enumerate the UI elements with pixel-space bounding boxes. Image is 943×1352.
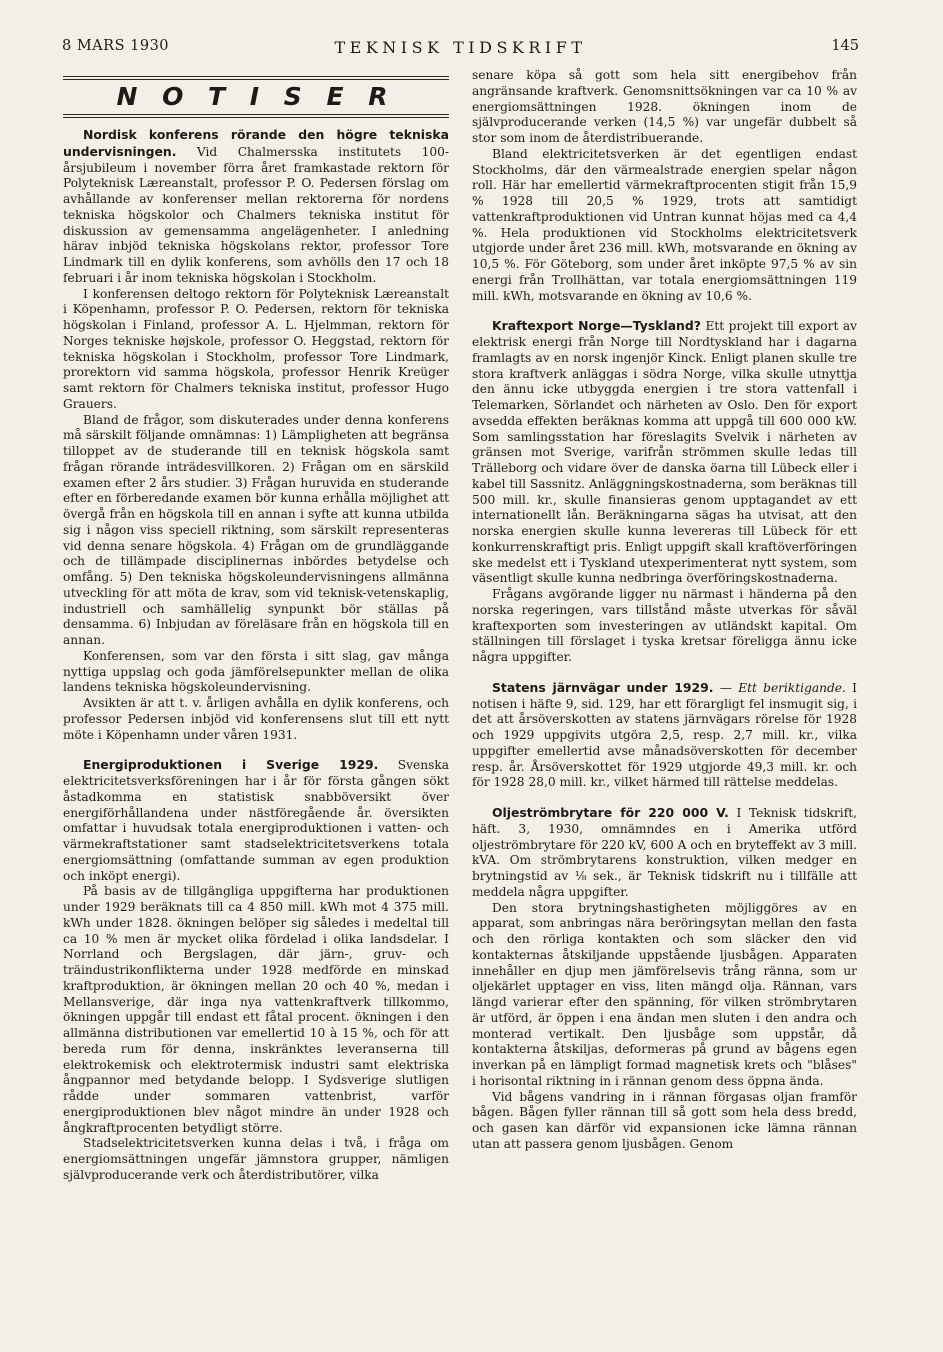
journal-title: TEKNISK TIDSKRIFT — [334, 38, 587, 57]
article-kraftexport-p1: Kraftexport Norge—Tyskland? Ett projekt till export av elektrisk energi från Norge till Nordtyskland har i dagarna framlagts av en norsk ingenjör Kinck. Enligt planen skulle tre stora kraftverk anläggas i södra Norge, vilka skulle utnyttja den ännu icke utbyggda energien i tre stora vattenfall i Telemarken, Sörlandet och närheten av Oslo. Den för export avsedda effekten beräknas komma att uppgå till 600 000 kW. Som samlingsstation har föreslagits Svelvik i närheten av gränsen mot Sverige, varifrån strömmen skulle ledas till Trälleborg och vidare över de danska öarna till Lübeck eller i kabel till Sassnitz. Anläggningskostnaderna, som beräknas till 500 mill. kr., skulle finansieras genom upptagandet av ett internationellt lån. Beräkningarna sägas ha utvisat, att den norska energien skulle kunna levereras till Lübeck för ett konkurrenskraftigt pris. Enligt uppgift skall kraftöverföringen ske medelst ett i Tyskland utexperimenterat nytt system, som väsentligt skulle kunna nedbringa överföringskostnaderna. — [472, 318, 857, 586]
article-heading: Statens järnvägar under 1929. — [492, 679, 714, 695]
article-heading: Nordisk konferens rörande den högre tekniska undervisningen. — [63, 127, 449, 159]
article-heading: Kraftexport Norge—Tyskland? — [492, 318, 701, 334]
rule-top-1 — [63, 76, 449, 77]
article-nordisk-p5: Avsikten är att t. v. årligen avhålla en dylik konferens, och professor Pedersen inbjöd vid konferensens slut till ett nytt möte i Köpenhamn under våren 1931. — [63, 696, 449, 742]
section-title: N O T I S E R — [116, 82, 396, 111]
article-nordisk-p4: Konferensen, som var den första i sitt slag, gav många nyttiga uppslag och goda jämförelsepunkter mellan de olika landens tekniska högskoleundervisning. — [63, 648, 449, 695]
running-header — [62, 38, 859, 60]
article-nordisk-p2: I konferensen deltogo rektorn för Polyteknisk Læreanstalt i Köpenhamn, professor P. O. Pedersen, rektorn för tekniska högskolan i Finland, professor A. L. Hjelmman, rektorn för Norges tekniske højskole, professor O. Heggstad, rektorn för tekniska högskolan i Stockholm, professor Tore Lindmark, prorektorn vid samma högskola, professor Henrik Kreüger samt rektorn för Chalmers tekniska institut, professor Hugo Grauers. — [63, 286, 449, 411]
article-nordisk-p1: Nordisk konferens rörande den högre tekniska undervisningen. Vid Chalmersska institutets 100-årsjubileum i november förra året framkastade rektorn för Polyteknisk Læreanstalt, professor P. O. Pedersen förslag om avhållande av konferenser mellan rektorerna för nordens tekniska högskolor och Chalmers tekniska institut för diskussion av gemensamma angelägenheter. I anledning härav inbjöd tekniska högskolans rektor, professor Tore Lindmark till en dylik konferens, som avhölls den 17 och 18 februari i år inom tekniska högskolan i Stockholm. — [63, 127, 449, 285]
article-statens-p1: Statens järnvägar under 1929. — Ett beriktigande. I notisen i häfte 9, sid. 129, har ett förargligt fel insmugit sig, i det att årsöverskotten av statens järnvägars rörelse för 1928 och 1929 uppgivits utgöra 2,5, resp. 2,7 mill. kr., vilka uppgifter emellertid avse månadsöverskotten för december resp. år. Årsöverskottet för 1929 utgjorde 49,3 mill. kr. och för 1928 28,0 mill. kr., vilket härmed till rättelse meddelas. — [472, 679, 857, 790]
article-oljestrom-p2: Den stora brytningshastigheten möjliggöres av en apparat, som anbringas nära beröringsytan mellan den fasta och den rörliga kontakten och som släcker den vid kontakternas åtskiljande uppstående ljusbågen. Apparaten innehåller en djup men jämförelsevis trång ränna, som ur oljekärlet upptager en viss, liten mängd olja. Rännan, vars längd varierar efter den spänning, för vilken strömbrytaren är utförd, är öppen i ena ändan men sluten i den andra och monterad vertikalt. Den ljusbåge som uppstår, då kontakterna åtskiljas, deformeras på grund av bågens egen inverkan på en lämpligt formad magnetisk krets och "blåses" i horisontal riktning in i rännan genom dess öppna ända. — [472, 900, 857, 1088]
article-subtitle: Ett beriktigande. — [738, 680, 846, 695]
section-title-block — [63, 74, 449, 120]
article-energi-p2: På basis av de tillgängliga uppgifterna har produktionen under 1929 beräknats till ca 4 850 mill. kWh mot 4 375 mill. kWh under 1828. ökningen belöper sig således i medeltal till ca 10 % men är mycket olika fördelad i olika landsdelar. I Norrland och Bergslagen, där järn-, gruv- och träindustrikonflikterna under 1928 medförde en minskad kraftproduktion, är ökningen mellan 20 och 40 %, medan i Mellansverige, där inga nya vattenkraftverk tillkommo, ökningen uppgår till endast ett fåtal procent. ökningen i den allmänna distributionen var emellertid 10 à 15 %, och för att bereda rum för denna, inskränktes leveranserna till elektrokemisk och elektrotermisk industri samt elektriska ångpannor med betydande belopp. I Sydsverige slutligen rådde under sommaren vattenbrist, varför energiproduktionen blev något mindre än under 1928 och ångkraftprocenten betydligt större. — [63, 884, 449, 1135]
right-column — [472, 68, 857, 1153]
article-oljestrom-p3: Vid bågens vandring in i rännan förgasas oljan framför bågen. Bågen fyller rännan till så gott som hela dess bredd, och gasen kan därför vid expansionen icke lämna rännan utan att passera genom ljusbågen. Genom — [472, 1089, 857, 1151]
page-number: 145 — [831, 38, 859, 54]
rule-bottom-2 — [63, 117, 449, 118]
issue-date: 8 MARS 1930 — [62, 38, 170, 54]
article-heading: Energiproduktionen i Sverige 1929. — [83, 757, 379, 773]
article-energi-p1: Energiproduktionen i Sverige 1929. Svenska elektricitetsverksföreningen har i år för första gången sökt åstadkomma en statistisk snabböversikt över energiförhållandena under nästföregående år. översikten omfattar i huvudsak totala energiproduktionen i vatten- och värmekraftstationer samt stadselektricitetsverkens totala energiomsättning (omfattande summan av egen produktion och inköpt energi). — [63, 757, 449, 883]
rule-top-2 — [63, 79, 449, 80]
article-energi-p3-cont: senare köpa så gott som hela sitt energibehov från angränsande kraftverk. Genomsnittsökningen var ca 10 % av energiomsättningen 1928. ökningen inom de självproducerande verken (14,5 %) var ungefär dubbelt så stor som inom de återdistribuerande. — [472, 68, 857, 145]
article-oljestrom-p1: Oljeströmbrytare för 220 000 V. I Teknisk tidskrift, häft. 3, 1930, omnämndes en i Amerika utförd oljeströmbrytare för 220 kV, 600 A och en bryteffekt av 3 mill. kVA. Om strömbrytarens konstruktion, vilken medger en brytningstid av ⅛ sek., är Teknisk tidskrift nu i tillfälle att meddela några uppgifter. — [472, 805, 857, 899]
rule-bottom-1 — [63, 114, 449, 115]
article-kraftexport-p2: Frågans avgörande ligger nu närmast i händerna på den norska regeringen, vars tillstånd måste utverkas för såväl kraftexporten som investeringen av utländskt kapital. Om ställningen till förslaget i tyska kretsar föreligga ännu icke några uppgifter. — [472, 587, 857, 664]
article-energi-p3: Stadselektricitetsverken kunna delas i två, i fråga om energiomsättningen ungefär jämnstora grupper, nämligen självproducerande verk och återdistributörer, vilka — [63, 1136, 449, 1182]
article-energi-p4: Bland elektricitetsverken är det egentligen endast Stockholms, där den värmealstrade energien spelar någon roll. Här har emellertid värmekraftprocenten stigit från 15,9 % 1928 till 20,5 % 1929, trots att samtidigt vattenkraftproduktionen vid Untran kunnat höjas med ca 4,4 %. Hela produktionen vid Stockholms elektricitetsverk utgjorde under året 236 mill. kWh, motsvarande en ökning av 10,5 %. För Göteborg, som under året inköpte 97,5 % av sin energi från Trollhättan, var totala energiomsättningen 119 mill. kWh, motsvarande en ökning av 10,6 %. — [472, 146, 857, 303]
article-nordisk-p3: Bland de frågor, som diskuterades under denna konferens må särskilt följande omnämnas: 1) Lämpligheten att begränsa tilloppet av de studerande till en teknisk högskola samt frågan rörande inträdesvillkoren. 2) Frågan om en särskild examen efter 2 års studier. 3) Frågan huruvida en studerande efter en förberedande examen bör kunna erhålla möjlighet att övergå från en högskola till en annan i syfte att kunna utbilda sig i någon viss speciell riktning, som särskilt representeras vid denna senare högskola. 4) Frågan om de grundläggande och de tillämpade disciplinernas inbördes betydelse och omfång. 5) Den tekniska högskoleundervisningens allmänna utveckling för att möta de krav, som vid teknisk-vetenskaplig, industriell och samhällelig synpunkt bör ställas på densamma. 6) Inbjudan av föreläsare från en högskola till en annan. — [63, 412, 449, 647]
article-heading: Oljeströmbrytare för 220 000 V. — [492, 805, 729, 820]
left-column — [63, 127, 449, 1184]
